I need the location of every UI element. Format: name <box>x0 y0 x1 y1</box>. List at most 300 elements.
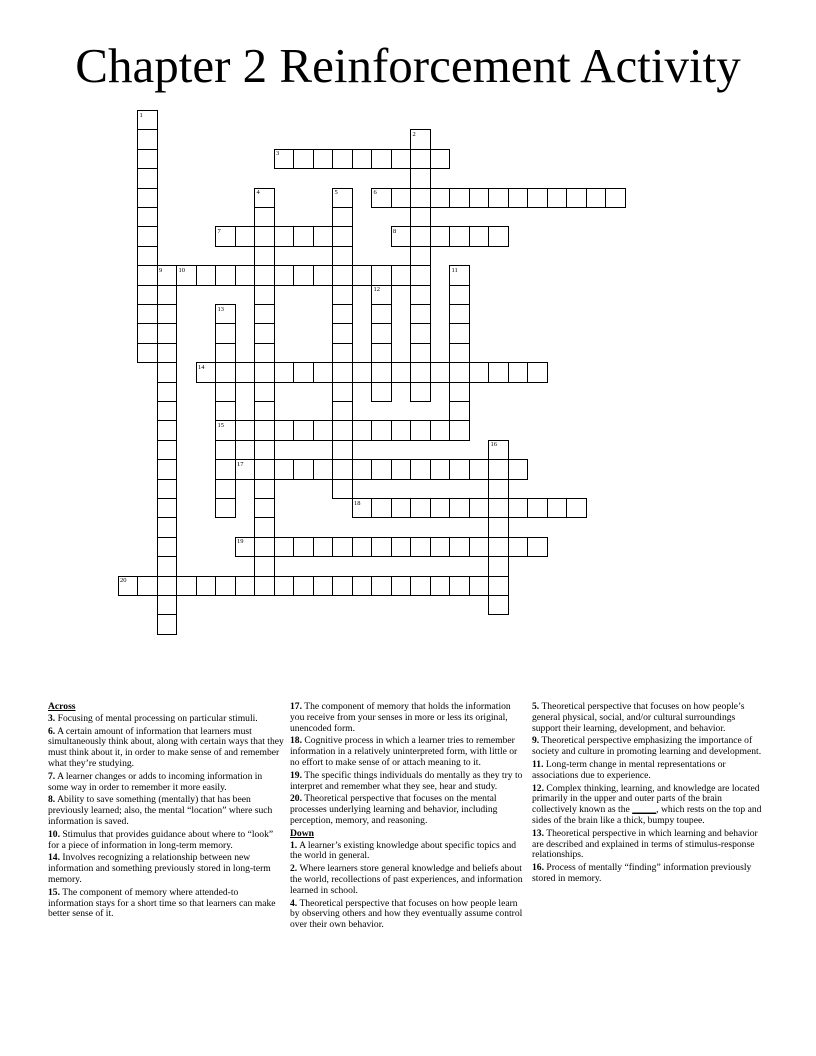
crossword-cell[interactable] <box>488 576 509 596</box>
clue-across-6 <box>48 727 284 770</box>
crossword-cell[interactable] <box>352 265 373 285</box>
crossword-cell[interactable] <box>410 285 431 305</box>
crossword-cell[interactable] <box>157 440 178 460</box>
clues-column-1 <box>48 702 284 922</box>
crossword-cell[interactable] <box>137 343 158 363</box>
crossword-cell[interactable] <box>274 149 295 169</box>
crossword-cell[interactable] <box>449 285 470 305</box>
crossword-cell[interactable] <box>332 188 353 208</box>
clue-text: Theoretical perspective in which learning and behavior are described and explained in terms of stimulus-response relationships. <box>532 827 758 861</box>
cell-number: 3 <box>276 150 280 158</box>
crossword-cell[interactable] <box>469 188 490 208</box>
clue-number: 5. <box>532 701 540 712</box>
crossword-cell[interactable] <box>196 576 217 596</box>
crossword-cell[interactable] <box>410 362 431 382</box>
cell-number: 4 <box>256 189 260 197</box>
clue-down-5 <box>532 702 766 734</box>
crossword-cell[interactable] <box>118 576 139 596</box>
crossword-cell[interactable] <box>215 343 236 363</box>
crossword-cell[interactable] <box>391 362 412 382</box>
crossword-cell[interactable] <box>449 537 470 557</box>
crossword-cell[interactable] <box>313 226 334 246</box>
crossword-cell[interactable] <box>430 537 451 557</box>
crossword-cell[interactable] <box>137 149 158 169</box>
crossword-cell[interactable] <box>235 362 256 382</box>
clue-number: 13. <box>532 827 544 839</box>
crossword-cell[interactable] <box>196 362 217 382</box>
crossword-cell[interactable] <box>254 226 275 246</box>
crossword-cell[interactable] <box>508 498 529 518</box>
down-heading: Down <box>290 827 314 839</box>
crossword-cell[interactable] <box>449 226 470 246</box>
crossword-cell[interactable] <box>410 226 431 246</box>
crossword-cell[interactable] <box>332 420 353 440</box>
cell-number: 7 <box>217 227 221 235</box>
crossword-cell[interactable] <box>137 168 158 188</box>
crossword-cell[interactable] <box>449 420 470 440</box>
crossword-cell[interactable] <box>488 537 509 557</box>
clue-text: The component of memory that holds the information you receive from your senses in more or less its original, unencoded form. <box>290 701 511 734</box>
crossword-cell[interactable] <box>332 226 353 246</box>
clue-blank: _____ <box>632 804 657 816</box>
clue-down-9 <box>532 736 766 758</box>
crossword-cell[interactable] <box>254 537 275 557</box>
crossword-cell[interactable] <box>157 401 178 421</box>
crossword-cell[interactable] <box>274 226 295 246</box>
crossword-cell[interactable] <box>332 459 353 479</box>
crossword-cell[interactable] <box>371 362 392 382</box>
crossword-cell[interactable] <box>215 479 236 499</box>
crossword-cell[interactable] <box>254 498 275 518</box>
crossword-cell[interactable] <box>371 537 392 557</box>
crossword-cell[interactable] <box>254 188 275 208</box>
crossword-cell[interactable] <box>254 556 275 576</box>
crossword-cell[interactable] <box>352 362 373 382</box>
crossword-cell[interactable] <box>566 188 587 208</box>
crossword-cell[interactable] <box>157 285 178 305</box>
crossword-cell[interactable] <box>254 576 275 596</box>
crossword-cell[interactable] <box>332 440 353 460</box>
crossword-cell[interactable] <box>215 226 236 246</box>
crossword-cell[interactable] <box>254 246 275 266</box>
crossword-cell[interactable] <box>254 420 275 440</box>
clue-number: 10. <box>48 828 60 840</box>
clue-text: Process of mentally “finding” information previously stored in memory. <box>532 862 752 884</box>
crossword-cell[interactable] <box>332 207 353 227</box>
crossword-cell[interactable] <box>293 537 314 557</box>
crossword-cell[interactable] <box>332 323 353 343</box>
crossword-cell[interactable] <box>430 420 451 440</box>
crossword-cell[interactable] <box>157 382 178 402</box>
clue-number: 8. <box>48 794 56 806</box>
crossword-cell[interactable] <box>371 323 392 343</box>
clue-text: Cognitive process in which a learner tries to remember information in a relatively uninterpreted form, with little or no effort to make sense of or attach meaning to it. <box>290 735 518 768</box>
crossword-cell[interactable] <box>469 498 490 518</box>
crossword-cell[interactable] <box>469 459 490 479</box>
clue-number: 20. <box>290 793 302 805</box>
crossword-cell[interactable] <box>157 362 178 382</box>
crossword-cell[interactable] <box>371 420 392 440</box>
clue-text: Theoretical perspective emphasizing the importance of society and culture in promoting learning and development. <box>532 735 762 758</box>
crossword-cell[interactable] <box>371 265 392 285</box>
crossword-cell[interactable] <box>488 479 509 499</box>
crossword-cell[interactable] <box>157 556 178 576</box>
crossword-cell[interactable] <box>293 459 314 479</box>
crossword-cell[interactable] <box>215 459 236 479</box>
crossword-cell[interactable] <box>215 382 236 402</box>
clue-text: Long-term change in mental representations or associations due to experience. <box>532 758 726 781</box>
crossword-cell[interactable] <box>469 362 490 382</box>
crossword-cell[interactable] <box>371 188 392 208</box>
cell-number: 15 <box>217 421 224 429</box>
crossword-cell[interactable] <box>254 343 275 363</box>
crossword-cell[interactable] <box>137 265 158 285</box>
crossword-cell[interactable] <box>254 362 275 382</box>
clue-number: 19. <box>290 769 302 781</box>
crossword-cell[interactable] <box>313 265 334 285</box>
crossword-cell[interactable] <box>332 304 353 324</box>
crossword-cell[interactable] <box>157 343 178 363</box>
crossword-cell[interactable] <box>371 498 392 518</box>
crossword-cell[interactable] <box>352 498 373 518</box>
crossword-cell[interactable] <box>391 188 412 208</box>
clue-text: Theoretical perspective that focuses on the mental processes underlying learning and behavior, including perception, memory, and reasoning. <box>290 793 498 826</box>
crossword-cell[interactable] <box>410 420 431 440</box>
crossword-cell[interactable] <box>176 265 197 285</box>
clue-number: 11. <box>532 758 544 770</box>
crossword-cell[interactable] <box>332 343 353 363</box>
crossword-cell[interactable] <box>137 129 158 149</box>
crossword-cell[interactable] <box>215 401 236 421</box>
crossword-cell[interactable] <box>410 459 431 479</box>
crossword-cell[interactable] <box>410 246 431 266</box>
crossword-cell[interactable] <box>137 110 158 130</box>
crossword-cell[interactable] <box>410 149 431 169</box>
crossword-cell[interactable] <box>332 537 353 557</box>
crossword-cell[interactable] <box>332 362 353 382</box>
crossword-cell[interactable] <box>137 207 158 227</box>
crossword-cell[interactable] <box>332 479 353 499</box>
across-heading: Across <box>48 701 76 712</box>
crossword-cell[interactable] <box>410 168 431 188</box>
cell-number: 8 <box>393 227 397 235</box>
crossword-cell[interactable] <box>488 226 509 246</box>
crossword-cell[interactable] <box>469 226 490 246</box>
crossword-cell[interactable] <box>488 556 509 576</box>
crossword-cell[interactable] <box>157 614 178 634</box>
crossword-cell[interactable] <box>215 362 236 382</box>
crossword-cell[interactable] <box>215 420 236 440</box>
crossword-cell[interactable] <box>313 576 334 596</box>
crossword-cell[interactable] <box>254 401 275 421</box>
crossword-cell[interactable] <box>137 285 158 305</box>
clue-across-10 <box>48 830 284 852</box>
crossword-cell[interactable] <box>410 129 431 149</box>
crossword-cell[interactable] <box>254 323 275 343</box>
crossword-cell[interactable] <box>157 498 178 518</box>
crossword-cell[interactable] <box>488 440 509 460</box>
crossword-cell[interactable] <box>215 440 236 460</box>
crossword-cell[interactable] <box>332 382 353 402</box>
crossword-cell[interactable] <box>352 459 373 479</box>
crossword-cell[interactable] <box>235 420 256 440</box>
crossword-cell[interactable] <box>410 576 431 596</box>
crossword-cell[interactable] <box>410 188 431 208</box>
crossword-cell[interactable] <box>235 265 256 285</box>
crossword-cell[interactable] <box>313 362 334 382</box>
clue-number: 9. <box>532 735 540 747</box>
crossword-cell[interactable] <box>157 323 178 343</box>
crossword-cell[interactable] <box>469 576 490 596</box>
crossword-cell[interactable] <box>605 188 626 208</box>
crossword-cell[interactable] <box>449 401 470 421</box>
crossword-cell[interactable] <box>449 382 470 402</box>
crossword-cell[interactable] <box>254 517 275 537</box>
crossword-cell[interactable] <box>254 440 275 460</box>
crossword-cell[interactable] <box>469 537 490 557</box>
crossword-cell[interactable] <box>254 459 275 479</box>
clue-down-1 <box>290 841 526 863</box>
crossword-cell[interactable] <box>215 576 236 596</box>
crossword-cell[interactable] <box>410 323 431 343</box>
crossword-cell[interactable] <box>137 323 158 343</box>
crossword-cell[interactable] <box>488 595 509 615</box>
crossword-cell[interactable] <box>254 285 275 305</box>
cell-number: 13 <box>217 305 224 313</box>
crossword-cell[interactable] <box>157 595 178 615</box>
crossword-cell[interactable] <box>332 149 353 169</box>
crossword-cell[interactable] <box>157 517 178 537</box>
clue-across-3 <box>48 714 284 725</box>
crossword-cell[interactable] <box>254 479 275 499</box>
clue-text: A learner changes or adds to incoming information in some way in order to remember it more easily. <box>48 770 263 793</box>
crossword-cell[interactable] <box>293 265 314 285</box>
crossword-cell[interactable] <box>488 498 509 518</box>
crossword-cell[interactable] <box>157 304 178 324</box>
crossword-cell[interactable] <box>410 343 431 363</box>
crossword-cell[interactable] <box>430 188 451 208</box>
crossword-cell[interactable] <box>274 420 295 440</box>
crossword-cell[interactable] <box>137 304 158 324</box>
cell-number: 11 <box>451 266 458 274</box>
crossword-cell[interactable] <box>352 537 373 557</box>
crossword-cell[interactable] <box>371 149 392 169</box>
crossword-cell[interactable] <box>508 537 529 557</box>
crossword-cell[interactable] <box>430 149 451 169</box>
crossword-cell[interactable] <box>449 304 470 324</box>
crossword-cell[interactable] <box>547 498 568 518</box>
clue-across-7 <box>48 772 284 794</box>
clue-across-19 <box>290 771 526 793</box>
cell-number: 18 <box>354 499 361 507</box>
crossword-cell[interactable] <box>488 517 509 537</box>
clue-text: Theoretical perspective that focuses on how people’s general physical, social, and/or cultural surroundings support their learning, development, and behavior. <box>532 701 745 734</box>
crossword-cell[interactable] <box>137 576 158 596</box>
crossword-cell[interactable] <box>391 226 412 246</box>
cell-number: 10 <box>178 266 185 274</box>
clue-text: A certain amount of information that learners must simultaneously think about, along with certain ways that they must think about it, in order to make sense of and remember what they’re studying. <box>48 725 284 769</box>
crossword-cell[interactable] <box>332 285 353 305</box>
crossword-cell[interactable] <box>488 459 509 479</box>
crossword-cell[interactable] <box>254 382 275 402</box>
crossword-cell[interactable] <box>215 265 236 285</box>
crossword-cell[interactable] <box>352 576 373 596</box>
crossword-cell[interactable] <box>508 362 529 382</box>
crossword-cell[interactable] <box>157 265 178 285</box>
crossword-cell[interactable] <box>215 498 236 518</box>
page-title: Chapter 2 Reinforcement Activity <box>75 38 741 93</box>
crossword-cell[interactable] <box>391 498 412 518</box>
crossword-cell[interactable] <box>410 382 431 402</box>
crossword-cell[interactable] <box>371 459 392 479</box>
crossword-cell[interactable] <box>196 265 217 285</box>
crossword-cell[interactable] <box>508 188 529 208</box>
crossword-cell[interactable] <box>215 304 236 324</box>
crossword-cell[interactable] <box>254 207 275 227</box>
crossword-cell[interactable] <box>371 576 392 596</box>
clue-down-2 <box>290 864 526 896</box>
crossword-cell[interactable] <box>449 265 470 285</box>
clue-text: Focusing of mental processing on particular stimuli. <box>57 712 258 724</box>
clue-number: 3. <box>48 712 56 724</box>
crossword-cell[interactable] <box>586 188 607 208</box>
crossword-cell[interactable] <box>332 246 353 266</box>
crossword-cell[interactable] <box>410 537 431 557</box>
clue-down-16 <box>532 863 766 885</box>
crossword-cell[interactable] <box>391 576 412 596</box>
crossword-cell[interactable] <box>274 537 295 557</box>
crossword-cell[interactable] <box>449 188 470 208</box>
crossword-cell[interactable] <box>449 343 470 363</box>
crossword-cell[interactable] <box>508 459 529 479</box>
crossword-cell[interactable] <box>391 459 412 479</box>
crossword-cell[interactable] <box>332 576 353 596</box>
cell-number: 17 <box>237 460 244 468</box>
clue-number: 12. <box>532 782 544 794</box>
clue-number: 15. <box>48 886 60 898</box>
crossword-cell[interactable] <box>137 226 158 246</box>
crossword-cell[interactable] <box>293 420 314 440</box>
crossword-cell[interactable] <box>527 537 548 557</box>
crossword-cell[interactable] <box>313 420 334 440</box>
clue-text: A learner’s existing knowledge about specific topics and the world in general. <box>290 839 517 862</box>
clue-across-15 <box>48 888 284 920</box>
crossword-cell[interactable] <box>313 537 334 557</box>
crossword-cell[interactable] <box>176 576 197 596</box>
cell-number: 9 <box>159 266 163 274</box>
crossword-cell[interactable] <box>547 188 568 208</box>
crossword-cell[interactable] <box>274 362 295 382</box>
crossword-cell[interactable] <box>293 576 314 596</box>
crossword-cell[interactable] <box>332 265 353 285</box>
clue-number: 1. <box>290 839 298 851</box>
crossword-cell[interactable] <box>527 362 548 382</box>
crossword-cell[interactable] <box>371 382 392 402</box>
crossword-cell[interactable] <box>235 537 256 557</box>
crossword-cell[interactable] <box>352 149 373 169</box>
crossword-cell[interactable] <box>157 479 178 499</box>
crossword-cell[interactable] <box>137 188 158 208</box>
cell-number: 20 <box>120 577 127 585</box>
crossword-cell[interactable] <box>352 420 373 440</box>
cell-number: 14 <box>198 363 205 371</box>
crossword-cell[interactable] <box>157 420 178 440</box>
clue-text: Involves recognizing a relationship between new information and something previously stored in long-term memory. <box>48 852 271 885</box>
clues-column-2 <box>290 702 526 933</box>
crossword-cell[interactable] <box>137 246 158 266</box>
crossword-cell[interactable] <box>293 149 314 169</box>
crossword-cell[interactable] <box>410 265 431 285</box>
crossword-cell[interactable] <box>332 401 353 421</box>
crossword-cell[interactable] <box>371 343 392 363</box>
crossword-cell[interactable] <box>391 537 412 557</box>
crossword-cell[interactable] <box>527 498 548 518</box>
crossword-cell[interactable] <box>391 149 412 169</box>
crossword-cell[interactable] <box>371 285 392 305</box>
crossword-cell[interactable] <box>293 362 314 382</box>
cell-number: 6 <box>373 189 377 197</box>
crossword-cell[interactable] <box>488 188 509 208</box>
clue-down-4 <box>290 899 526 931</box>
clue-down-12 <box>532 784 766 827</box>
crossword-cell[interactable] <box>274 576 295 596</box>
crossword-cell[interactable] <box>274 459 295 479</box>
crossword-cell[interactable] <box>254 304 275 324</box>
crossword-cell[interactable] <box>313 149 334 169</box>
clue-across-17 <box>290 702 526 734</box>
clue-number: 4. <box>290 897 298 909</box>
clue-text: Where learners store general knowledge and beliefs about the world, recollections of past experiences, and information learned in school. <box>290 863 523 896</box>
crossword-cell[interactable] <box>157 537 178 557</box>
clue-down-13 <box>532 829 766 861</box>
crossword-cell[interactable] <box>157 576 178 596</box>
crossword-cell[interactable] <box>254 265 275 285</box>
crossword-cell[interactable] <box>430 576 451 596</box>
crossword-cell[interactable] <box>449 576 470 596</box>
crossword-cell[interactable] <box>410 207 431 227</box>
crossword-cell[interactable] <box>410 498 431 518</box>
crossword-cell[interactable] <box>235 576 256 596</box>
crossword-cell[interactable] <box>371 304 392 324</box>
crossword-cell[interactable] <box>449 362 470 382</box>
crossword-cell[interactable] <box>391 265 412 285</box>
crossword-cell[interactable] <box>449 498 470 518</box>
crossword-cell[interactable] <box>430 226 451 246</box>
crossword-cell[interactable] <box>430 459 451 479</box>
crossword-cell[interactable] <box>313 459 334 479</box>
crossword-cell[interactable] <box>430 498 451 518</box>
crossword-cell[interactable] <box>488 362 509 382</box>
crossword-cell[interactable] <box>235 459 256 479</box>
crossword-cell[interactable] <box>274 265 295 285</box>
clue-number: 2. <box>290 863 298 875</box>
crossword-cell[interactable] <box>449 323 470 343</box>
crossword-cell[interactable] <box>235 226 256 246</box>
crossword-cell[interactable] <box>293 226 314 246</box>
crossword-cell[interactable] <box>449 459 470 479</box>
crossword-cell[interactable] <box>566 498 587 518</box>
cell-number: 12 <box>373 286 380 294</box>
clue-text: Theoretical perspective that focuses on how people learn by observing others and how they eventually assume control over their own behavior. <box>290 897 523 931</box>
clues-column-3 <box>532 702 766 887</box>
crossword-cell[interactable] <box>527 188 548 208</box>
clue-across-20 <box>290 794 526 826</box>
crossword-cell[interactable] <box>157 459 178 479</box>
crossword-cell[interactable] <box>410 304 431 324</box>
crossword-cell[interactable] <box>215 323 236 343</box>
crossword-cell[interactable] <box>430 362 451 382</box>
crossword-cell[interactable] <box>391 420 412 440</box>
